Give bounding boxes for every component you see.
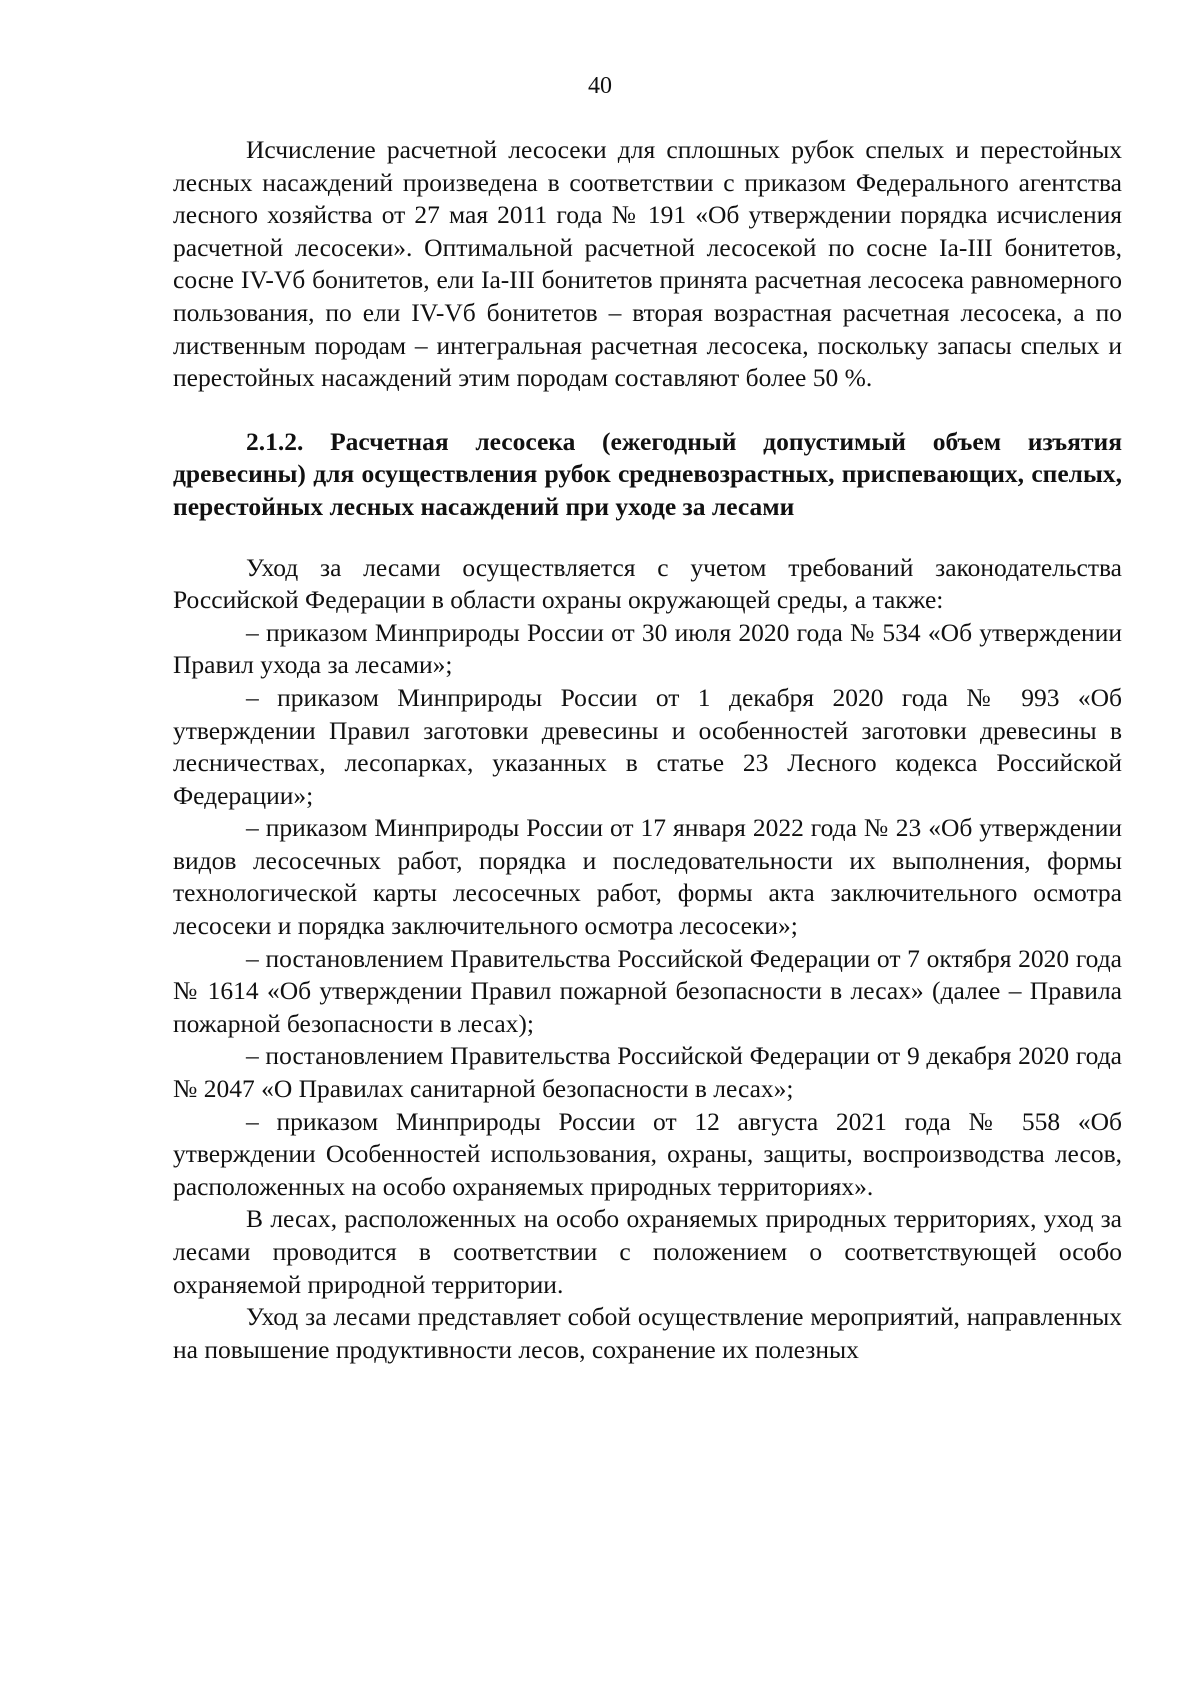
paragraph-forest-care-intro: Уход за лесами осуществляется с учетом требований законодательства Российской Федерации в области охраны окружающей среды, а также: <box>173 552 1122 615</box>
document-body <box>173 134 1122 1366</box>
list-item: – приказом Минприроды России от 1 декабря 2020 года № 993 «Об утверждении Правил заготовки древесины и особенностей заготовки древесины в лесничествах, лесопарках, указанных в статье 23 Лесного кодекса Российской Федерации»; <box>173 682 1122 810</box>
list-item: – постановлением Правительства Российской Федерации от 9 декабря 2020 года № 2047 «О Правилах санитарной безопасности в лесах»; <box>173 1041 1122 1104</box>
paragraph-calculation: Исчисление расчетной лесосеки для сплошных рубок спелых и перестойных лесных насаждений произведена в соответствии с приказом Федерального агентства лесного хозяйства от 27 мая 2011 года № 191 «Об утверждении порядка исчисления расчетной лесосеки». Оптимальной расчетной лесосекой по сосне Ia-III бонитетов, сосне IV-Vб бонитетов, ели Ia-III бонитетов принята расчетная лесосека равномерного пользования, по ели IV-Vб бонитетов – вторая возрастная расчетная лесосека, а по лиственным породам – интегральная расчетная лесосека, поскольку запасы спелых и перестойных насаждений этим породам составляют более 50 %. <box>173 135 1122 393</box>
paragraph-protected-areas: В лесах, расположенных на особо охраняемых природных территориях, уход за лесами проводится в соответствии с положением о соответствующей особо охраняемой природной территории. <box>173 1204 1122 1299</box>
section-heading: 2.1.2. Расчетная лесосека (ежегодный допустимый объем изъятия древесины) для осуществления рубок средневозрастных, приспевающих, спелых, перестойных лесных насаждений при уходе за лесами <box>173 426 1122 521</box>
page-number: 40 <box>588 73 612 99</box>
list-item: – приказом Минприроды России от 30 июля 2020 года № 534 «Об утверждении Правил ухода за лесами»; <box>173 617 1122 680</box>
list-item: – приказом Минприроды России от 12 августа 2021 года № 558 «Об утверждении Особенностей использования, охраны, защиты, воспроизводства лесов, расположенных на особо охраняемых природных территориях». <box>173 1106 1122 1201</box>
list-item: – приказом Минприроды России от 17 января 2022 года № 23 «Об утверждении видов лесосечных работ, порядка и последовательности их выполнения, формы технологической карты лесосечных работ, формы акта заключительного осмотра лесосеки и порядка заключительного осмотра лесосеки»; <box>173 813 1122 941</box>
paragraph-forest-care-definition: Уход за лесами представляет собой осуществление мероприятий, направленных на повышение продуктивности лесов, сохранение их полезных <box>173 1302 1122 1364</box>
list-item: – постановлением Правительства Российской Федерации от 7 октября 2020 года № 1614 «Об утверждении Правил пожарной безопасности в лесах» (далее – Правила пожарной безопасности в лесах); <box>173 943 1122 1038</box>
